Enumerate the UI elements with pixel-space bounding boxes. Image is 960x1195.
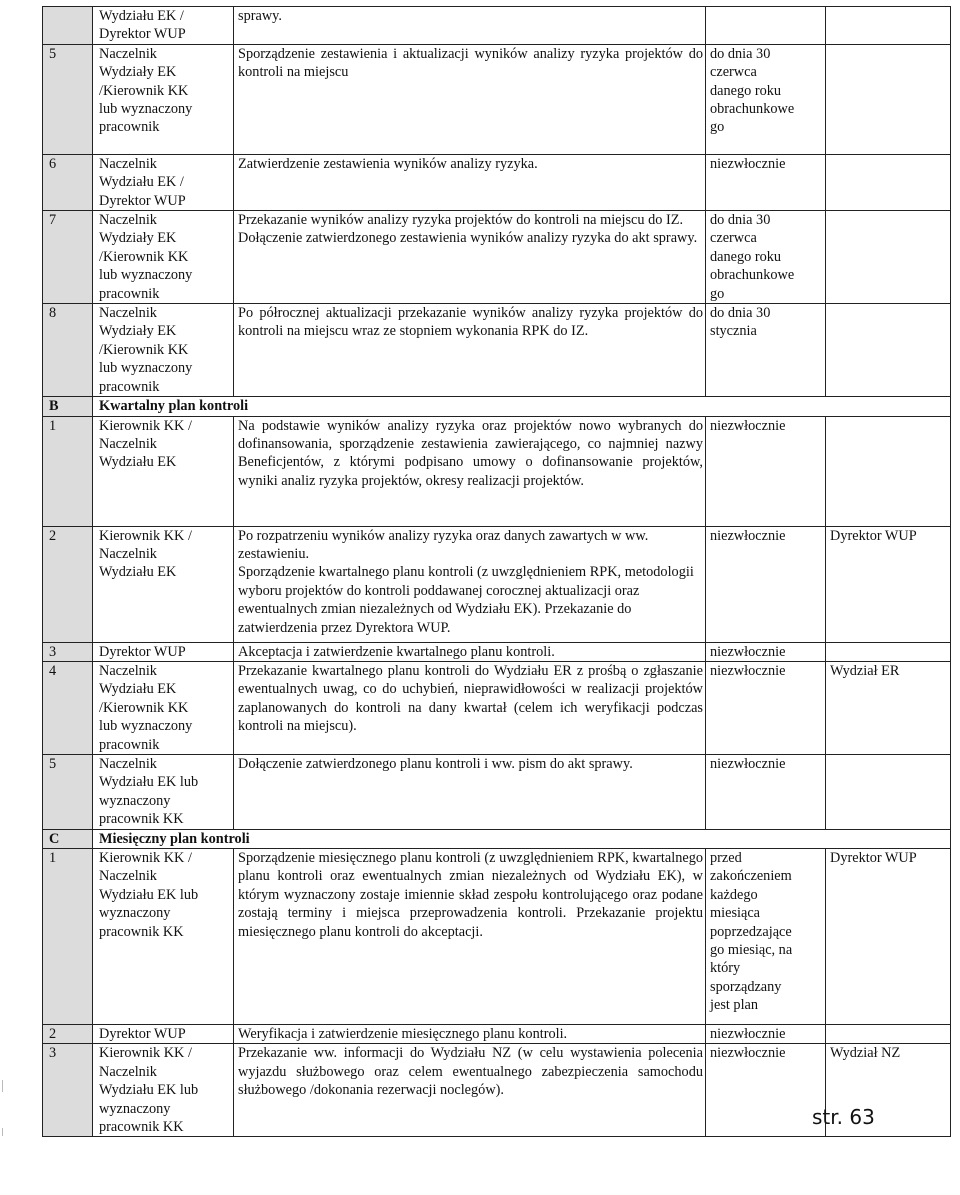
deadline: niezwłocznie <box>706 526 826 642</box>
task-description: Po rozpatrzeniu wyników analizy ryzyka oraz danych zawartych w ww. zestawieniu. Sporządzenie kwartalnego planu kontroli (z uwzględnieniem RPK, metodologii wyboru projektów do kontroli poddawanej corocznej aktualizacji oraz ewentualnych zmian niezależnych od Wydziału EK). Przekazanie do zatwierdzenia przez Dyrektora WUP. <box>234 526 706 642</box>
task-description: sprawy. <box>234 7 706 45</box>
deadline: do dnia 30 stycznia <box>706 304 826 397</box>
section-title: Miesięczny plan kontroli <box>93 829 951 848</box>
responsible-party: Naczelnik Wydziały EK /Kierownik KK lub wyznaczony pracownik <box>93 44 234 154</box>
deadline: niezwłocznie <box>706 754 826 829</box>
responsible-party: Naczelnik Wydziały EK /Kierownik KK lub wyznaczony pracownik <box>93 211 234 304</box>
page-number: str. 63 <box>812 1105 875 1129</box>
section-title: Kwartalny plan kontroli <box>93 397 951 416</box>
responsible-party: Naczelnik Wydziału EK lub wyznaczony pracownik KK <box>93 754 234 829</box>
step-number: 1 <box>43 848 93 1024</box>
step-number <box>43 7 93 45</box>
task-description: Sporządzenie miesięcznego planu kontroli (z uwzględnieniem RPK, kwartalnego planu kontroli oraz ewentualnych zmian niezależnych od Wydziału EK), w którym wyznaczony zostaje imiennie skład zespołu kontrolującego oraz podane zostają terminy i miejsca przeprowadzenia kontroli. Przekazanie projektu miesięcznego planu kontroli do akceptacji. <box>234 848 706 1024</box>
recipient <box>826 44 951 154</box>
deadline: niezwłocznie <box>706 154 826 210</box>
recipient <box>826 1024 951 1043</box>
responsible-party: Naczelnik Wydziały EK /Kierownik KK lub wyznaczony pracownik <box>93 304 234 397</box>
responsible-party: Kierownik KK / Naczelnik Wydziału EK lub wyznaczony pracownik KK <box>93 1044 234 1137</box>
scan-edge-mark <box>2 1080 3 1092</box>
step-number: 1 <box>43 416 93 526</box>
deadline <box>706 7 826 45</box>
table-row <box>43 1024 951 1043</box>
table-row <box>43 154 951 210</box>
table-row <box>43 661 951 754</box>
task-description: Dołączenie zatwierdzonego planu kontroli i ww. pism do akt sprawy. <box>234 754 706 829</box>
recipient <box>826 642 951 661</box>
step-number: 4 <box>43 661 93 754</box>
responsible-party: Naczelnik Wydziału EK / Dyrektor WUP <box>93 154 234 210</box>
recipient <box>826 7 951 45</box>
table-row <box>43 754 951 829</box>
deadline: niezwłocznie <box>706 1024 826 1043</box>
table-row <box>43 211 951 304</box>
section-row <box>43 829 951 848</box>
step-number: 5 <box>43 754 93 829</box>
responsible-party: Naczelnik Wydziału EK /Kierownik KK lub wyznaczony pracownik <box>93 661 234 754</box>
step-number: 6 <box>43 154 93 210</box>
section-row <box>43 397 951 416</box>
table-row <box>43 848 951 1024</box>
task-description: Weryfikacja i zatwierdzenie miesięcznego planu kontroli. <box>234 1024 706 1043</box>
responsible-party: Kierownik KK / Naczelnik Wydziału EK lub wyznaczony pracownik KK <box>93 848 234 1024</box>
recipient <box>826 304 951 397</box>
deadline: niezwłocznie <box>706 642 826 661</box>
recipient: Wydział ER <box>826 661 951 754</box>
deadline: niezwłocznie <box>706 661 826 754</box>
recipient: Wydział NZ <box>826 1044 951 1137</box>
deadline: niezwłocznie <box>706 416 826 526</box>
step-number: 3 <box>43 1044 93 1137</box>
responsible-party: Kierownik KK / Naczelnik Wydziału EK <box>93 416 234 526</box>
table-row <box>43 304 951 397</box>
step-number: 5 <box>43 44 93 154</box>
step-number: 3 <box>43 642 93 661</box>
section-letter: C <box>43 829 93 848</box>
table-row <box>43 416 951 526</box>
deadline: do dnia 30 czerwca danego roku obrachunkowe go <box>706 211 826 304</box>
recipient <box>826 154 951 210</box>
responsible-party: Dyrektor WUP <box>93 642 234 661</box>
recipient: Dyrektor WUP <box>826 848 951 1024</box>
table-row <box>43 526 951 642</box>
task-description: Po półrocznej aktualizacji przekazanie wyników analizy ryzyka projektów do kontroli na miejscu wraz ze stopniem wykonania RPK do IZ. <box>234 304 706 397</box>
task-description: Zatwierdzenie zestawienia wyników analizy ryzyka. <box>234 154 706 210</box>
responsible-party: Kierownik KK / Naczelnik Wydziału EK <box>93 526 234 642</box>
deadline: przed zakończeniem każdego miesiąca poprzedzające go miesiąc, na który sporządzany jest plan <box>706 848 826 1024</box>
responsible-party: Wydziału EK / Dyrektor WUP <box>93 7 234 45</box>
task-description: Przekazanie wyników analizy ryzyka projektów do kontroli na miejscu do IZ. Dołączenie zatwierdzonego zestawienia wyników analizy ryzyka do akt sprawy. <box>234 211 706 304</box>
recipient <box>826 211 951 304</box>
recipient <box>826 754 951 829</box>
step-number: 8 <box>43 304 93 397</box>
table-row <box>43 7 951 45</box>
table-row <box>43 642 951 661</box>
procedure-table <box>42 6 951 1137</box>
task-description: Na podstawie wyników analizy ryzyka oraz projektów nowo wybranych do dofinansowania, sporządzenie zestawienia zawierającego, co najmniej nazwy Beneficjentów, z którymi podpisano umowy o dofinansowanie projektów, wyniki analiz ryzyka projektów, okresy realizacji projektów. <box>234 416 706 526</box>
step-number: 7 <box>43 211 93 304</box>
recipient <box>826 416 951 526</box>
task-description: Przekazanie ww. informacji do Wydziału NZ (w celu wystawienia polecenia wyjazdu służbowego oraz celem ewentualnego zabezpieczenia samochodu służbowego /dokonania rezerwacji noclegów). <box>234 1044 706 1137</box>
deadline: do dnia 30 czerwca danego roku obrachunkowe go <box>706 44 826 154</box>
task-description: Sporządzenie zestawienia i aktualizacji wyników analizy ryzyka projektów do kontroli na miejscu <box>234 44 706 154</box>
task-description: Akceptacja i zatwierdzenie kwartalnego planu kontroli. <box>234 642 706 661</box>
responsible-party: Dyrektor WUP <box>93 1024 234 1043</box>
table-row <box>43 44 951 154</box>
task-description: Przekazanie kwartalnego planu kontroli do Wydziału ER z prośbą o zgłaszanie ewentualnych uwag, co do uchybień, nieprawidłowości w realizacji projektów zaplanowanych do kontroli na dany kwartał (celem ich weryfikacji podczas kontroli na miejscu). <box>234 661 706 754</box>
step-number: 2 <box>43 1024 93 1043</box>
deadline: niezwłocznie <box>706 1044 826 1137</box>
scan-edge-mark <box>2 1128 3 1136</box>
step-number: 2 <box>43 526 93 642</box>
section-letter: B <box>43 397 93 416</box>
table-body <box>43 7 951 1137</box>
recipient: Dyrektor WUP <box>826 526 951 642</box>
